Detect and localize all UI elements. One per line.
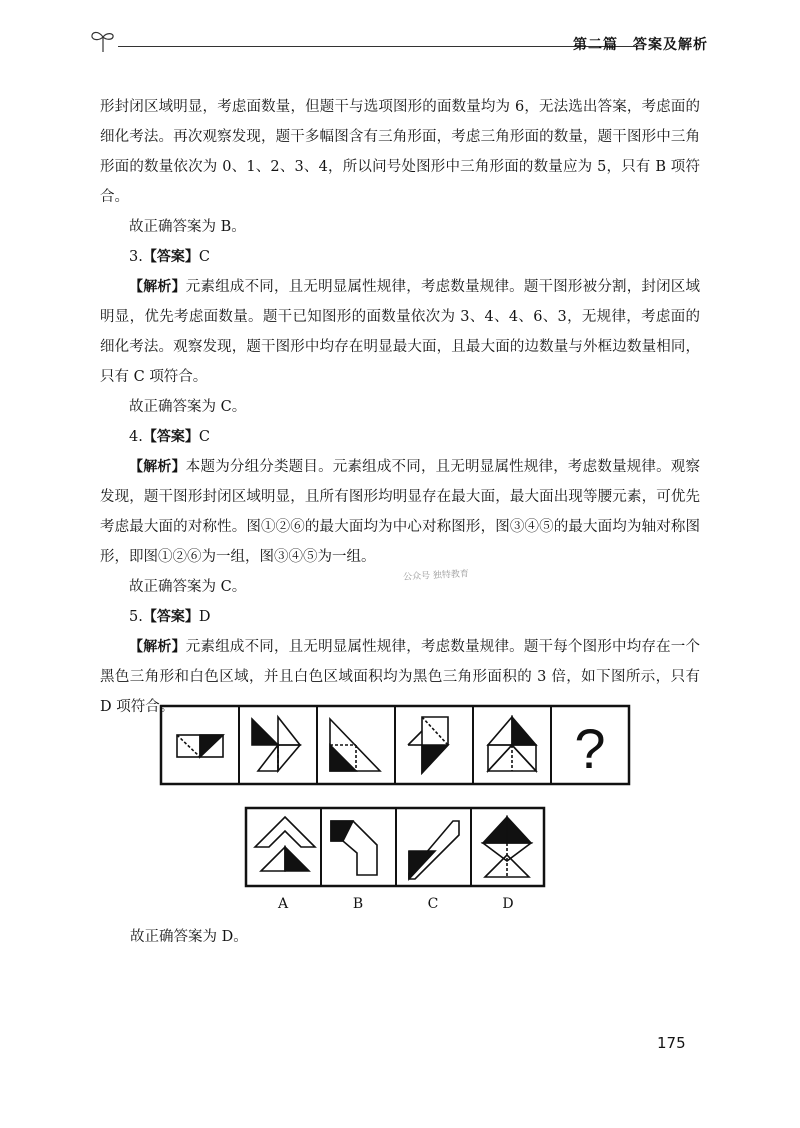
header-rule [118,46,638,47]
answer-3: 故正确答案为 C。 [129,399,247,415]
answer-2: 故正确答案为 B。 [129,219,246,235]
figure-cell-4 [408,717,448,773]
analysis-tag: 【解析】 [129,459,186,475]
figure-cell-5 [488,717,536,771]
answer-tag: 【答案】 [142,249,199,265]
answer-tag: 【答案】 [142,429,199,445]
option-label-a: A [277,896,289,912]
answer-letter: C [198,249,210,265]
analysis-tag: 【解析】 [129,279,186,295]
option-b-figure [331,821,377,875]
question-4-analysis [100,452,700,572]
option-c-figure [409,821,459,879]
option-label-b: B [352,896,364,912]
question-mark: ? [574,717,606,780]
option-a-figure [255,817,315,871]
watermark-stamp: 公众号 独特教育 [402,569,470,583]
analysis-text: 元素组成不同，且无明显属性规律，考虑数量规律。题干图形被分割，封闭区域明显，优先考虑面数量。题干已知图形的面数量依次为 3、4、4、6、3，无规律，考虑面的细化考法。观察发现，题干图形中均存在明显最大面，且最大面的边数量与外框边数量相同，只有 C 项符合。 [100,279,701,385]
option-label-d: D [502,896,514,912]
question-5-answer-line [100,602,700,632]
figure-cell-3 [330,719,380,771]
options-figure-row [245,807,545,889]
answer-4: 故正确答案为 C。 [129,579,247,595]
page-number: 175 [657,1034,686,1052]
header-title: 第二篇 答案及解析 [573,37,708,53]
sprout-icon [88,28,118,54]
answer-letter: D [198,609,211,625]
question-4-answer-line [100,422,700,452]
paragraph-continuation: 形封闭区域明显，考虑面数量，但题干与选项图形的面数量均为 6，无法选出答案，考虑面的细化考法。再次观察发现，题干多幅图含有三角形面，考虑三角形面的数量，题干图形中三角形面的数量依次为 0、1、2、3、4，所以问号处图形中三角形面的数量应为 5，只有 B 项符合。 [100,99,700,205]
analysis-text: 本题为分组分类题目。元素组成不同，且无明显属性规律，考虑数量规律。观察发现，题干图形封闭区域明显，且所有图形均明显存在最大面，最大面出现等腰元素，可优先考虑最大面的对称性。图①②⑥的最大面均为中心对称图形，图③④⑤的最大面均为轴对称图形，即图①②⑥为一组，图③④⑤为一组。 [100,459,701,565]
answer-5: 故正确答案为 D。 [130,929,248,945]
option-d-figure [483,817,531,877]
analysis-tag: 【解析】 [129,639,186,655]
question-number: 4. [129,429,143,445]
question-3-analysis [100,272,700,392]
question-number: 5. [129,609,143,625]
answer-tag: 【答案】 [142,609,199,625]
page-header [88,28,708,58]
figure-cell-1 [177,735,223,757]
question-figure-row [160,705,630,787]
question-number: 3. [129,249,143,265]
question-3-answer-line [100,242,700,272]
page-body [100,92,700,722]
answer-letter: C [198,429,210,445]
option-label-c: C [427,896,439,912]
analysis-text: 元素组成不同，且无明显属性规律，考虑数量规律。题干每个图形中均存在一个黑色三角形和白色区域，并且白色区域面积均为黑色三角形面积的 3 倍，如下图所示，只有 D 项符合。 [100,639,701,715]
figure-cell-2 [252,717,300,771]
